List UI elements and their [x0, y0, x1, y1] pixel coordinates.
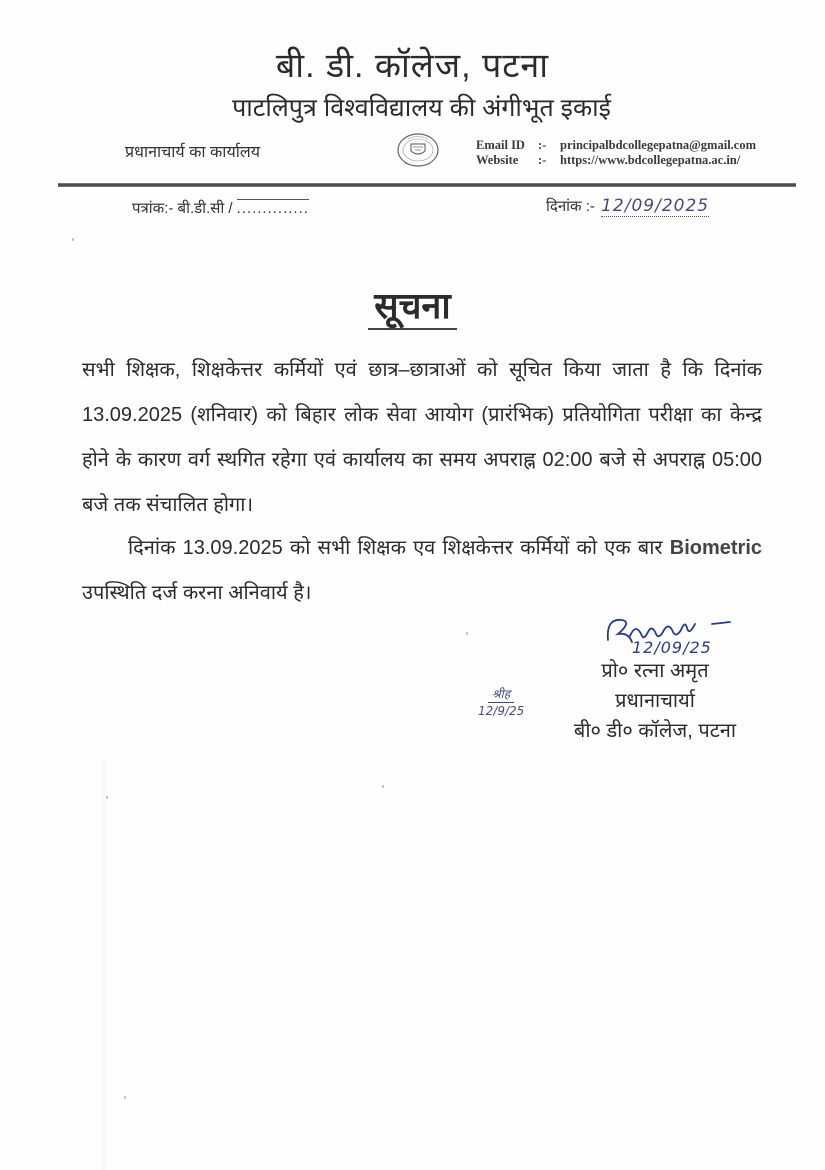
- signatory-designation: प्रधानाचार्या: [615, 690, 695, 712]
- issue-date: [546, 196, 709, 216]
- header-divider: [58, 183, 796, 187]
- college-emblem-icon: [393, 130, 443, 172]
- notice-title: [0, 280, 825, 329]
- signatory-institution: बी० डी० कॉलेज, पटना: [573, 720, 737, 742]
- initials-text: श्रीह: [488, 686, 514, 703]
- contact-info: [476, 138, 756, 168]
- website-url: https://www.bdcollegepatna.ac.in/: [560, 153, 741, 167]
- website-label: Website: [476, 153, 519, 167]
- scan-speck: [466, 632, 468, 635]
- website-separator: :-: [538, 153, 547, 167]
- scan-speck: [124, 1096, 126, 1099]
- paragraph-2-tail: उपस्थिति दर्ज करना अनिवार्य है।: [82, 582, 312, 604]
- signatory-block: [540, 656, 770, 746]
- reference-number: [132, 198, 309, 218]
- scan-speck: [106, 796, 108, 799]
- email-label: Email ID: [476, 138, 525, 152]
- notice-paragraph-2: [82, 526, 762, 616]
- initials-date: 12/9/25: [478, 704, 525, 718]
- scan-artifact: [100, 760, 108, 1170]
- date-label: दिनांक :-: [546, 198, 595, 215]
- date-value: 12/09/2025: [601, 196, 710, 216]
- signature-date: 12/09/25: [632, 638, 712, 657]
- paragraph-2-lead: दिनांक 13.09.2025 को सभी शिक्षक एव शिक्षकेत्तर कर्मियों को एक बार: [128, 537, 663, 559]
- scan-speck: [382, 785, 384, 788]
- biometric-term: Biometric: [669, 537, 762, 559]
- email-row: [476, 138, 756, 153]
- email-separator: :-: [538, 138, 547, 152]
- notice-title-text: सूचना: [368, 285, 457, 330]
- college-affiliation: पाटलिपुत्र विश्वविद्यालय की अंगीभूत इकाई: [232, 94, 611, 122]
- reference-blank: ..............: [236, 200, 309, 217]
- website-row: [476, 153, 756, 168]
- scan-speck: [72, 238, 74, 241]
- notice-paragraph-1: सभी शिक्षक, शिक्षकेत्तर कर्मियों एवं छात्र–छात्राओं को सूचित किया जाता है कि दिनांक 13.09.2025 (शनिवार) को बिहार लोक सेवा आयोग (प्रारंभिक) प्रतियोगिता परीक्षा का केन्द्र होने के कारण वर्ग स्थगित रहेगा एवं कार्यालय का समय अपराह्न 02:00 बजे से अपराह्न 05:00 बजे तक संचालित होगा।: [82, 359, 762, 516]
- office-label: प्रधानाचार्य का कार्यालय: [125, 144, 261, 161]
- email-address: principalbdcollegepatna@gmail.com: [560, 138, 757, 152]
- signatory-name: प्रो० रत्ना अमृत: [601, 660, 709, 682]
- reference-label: पत्रांक:- बी.डी.सी /: [132, 200, 233, 217]
- college-name: बी. डी. कॉलेज, पटना: [275, 47, 550, 85]
- initials-mark: [478, 686, 524, 719]
